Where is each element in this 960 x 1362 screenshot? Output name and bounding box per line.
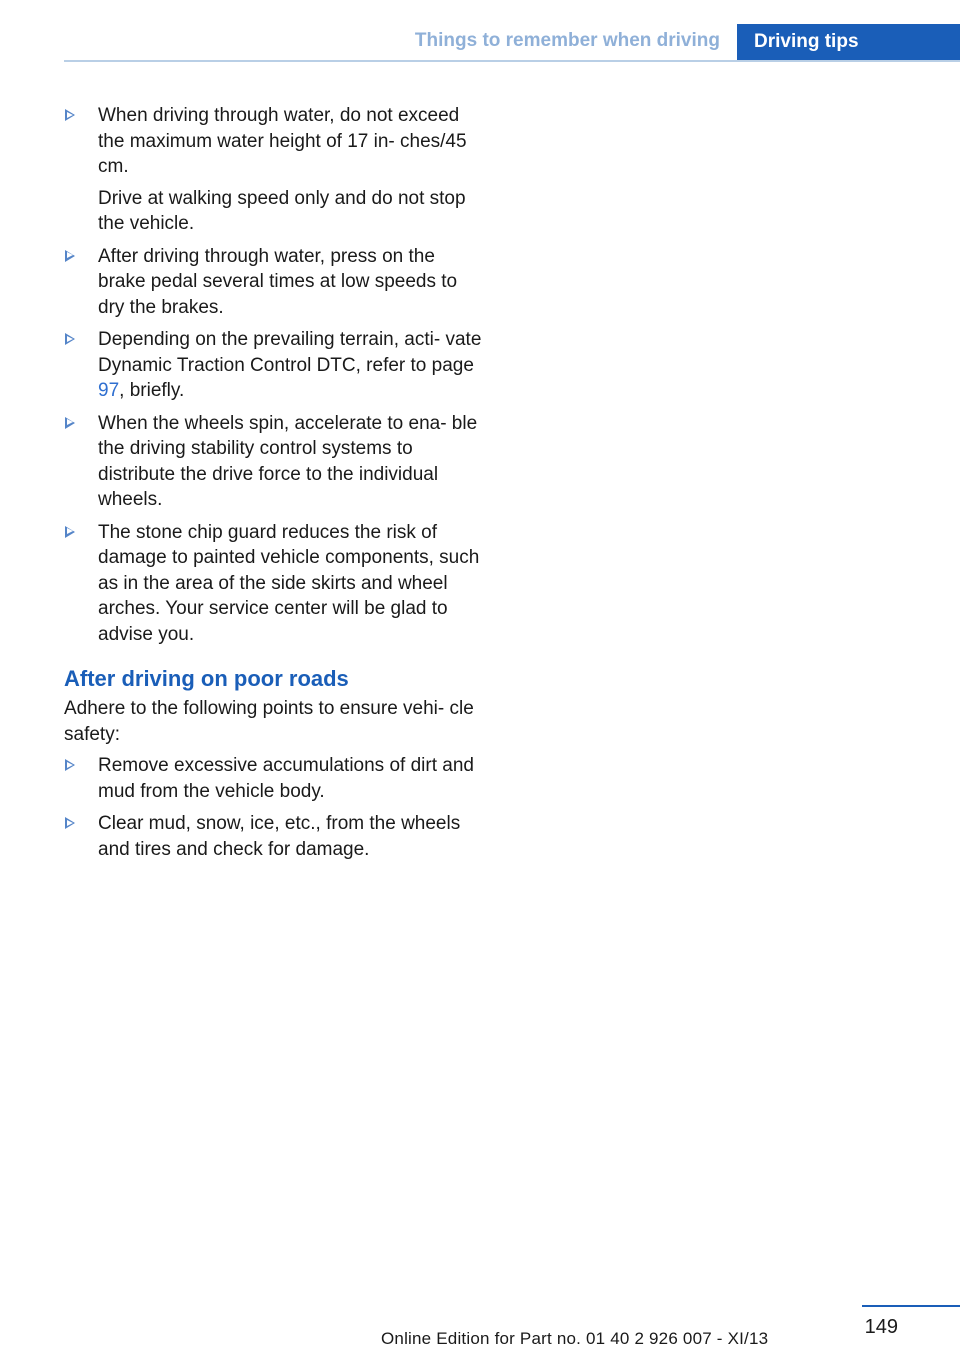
list-item-text: Remove excessive accumulations of dirt and mud from the vehicle body. bbox=[98, 755, 474, 802]
list-item-text bbox=[98, 327, 484, 404]
list-item-text: Drive at walking speed only and do not stop the vehicle. bbox=[98, 187, 466, 234]
triangle-bullet-icon bbox=[65, 526, 75, 538]
triangle-bullet-icon bbox=[65, 109, 75, 121]
footer-divider bbox=[862, 1305, 960, 1307]
list-item-text: The stone chip guard reduces the risk of damage to painted vehicle components, such as in the area of the side skirts and wheel arches. Your service center will be glad to advise you. bbox=[98, 521, 480, 645]
list-item bbox=[64, 520, 484, 648]
main-content bbox=[64, 103, 484, 862]
list-item-text: When the wheels spin, accelerate to ena‐ ble the driving stability control systems to distribute the drive force to the individual wheels. bbox=[98, 412, 478, 510]
list-item bbox=[64, 753, 484, 804]
section-heading: After driving on poor roads bbox=[64, 666, 349, 691]
header-chapter-label: Driving tips bbox=[754, 31, 859, 52]
list-item bbox=[64, 411, 484, 513]
list-item-text: Clear mud, snow, ice, etc., from the wheels and tires and check for damage. bbox=[98, 813, 461, 860]
edition-note: Online Edition for Part no. 01 40 2 926 007 - XI/13 bbox=[381, 1329, 769, 1348]
header-chapter-tab bbox=[737, 24, 960, 62]
section-intro: Adhere to the following points to ensure vehi‐ cle safety: bbox=[64, 698, 474, 745]
list-item-text-before: Depending on the prevailing terrain, acti‐ vate Dynamic Traction Control DTC, refer to page bbox=[98, 329, 482, 376]
page-header bbox=[0, 0, 960, 62]
list-item bbox=[64, 811, 484, 862]
page-reference-link[interactable]: 97 bbox=[98, 380, 120, 401]
list-item bbox=[64, 244, 484, 321]
list-item bbox=[64, 103, 484, 237]
page-number: 149 bbox=[864, 1316, 898, 1338]
triangle-bullet-icon bbox=[65, 417, 75, 429]
header-section-title: Things to remember when driving bbox=[414, 30, 720, 51]
list-item-text: After driving through water, press on the brake pedal several times at low speeds to dry the brakes. bbox=[98, 245, 458, 318]
triangle-bullet-icon bbox=[65, 759, 75, 771]
list-item-text-after: , briefly. bbox=[119, 380, 185, 401]
list-item bbox=[64, 327, 484, 404]
list-item-text: When driving through water, do not exceed the maximum water height of 17 in‐ ches/45 cm. bbox=[98, 105, 467, 177]
triangle-bullet-icon bbox=[65, 250, 75, 262]
triangle-bullet-icon bbox=[65, 817, 75, 829]
header-divider bbox=[64, 60, 960, 62]
triangle-bullet-icon bbox=[65, 333, 75, 345]
